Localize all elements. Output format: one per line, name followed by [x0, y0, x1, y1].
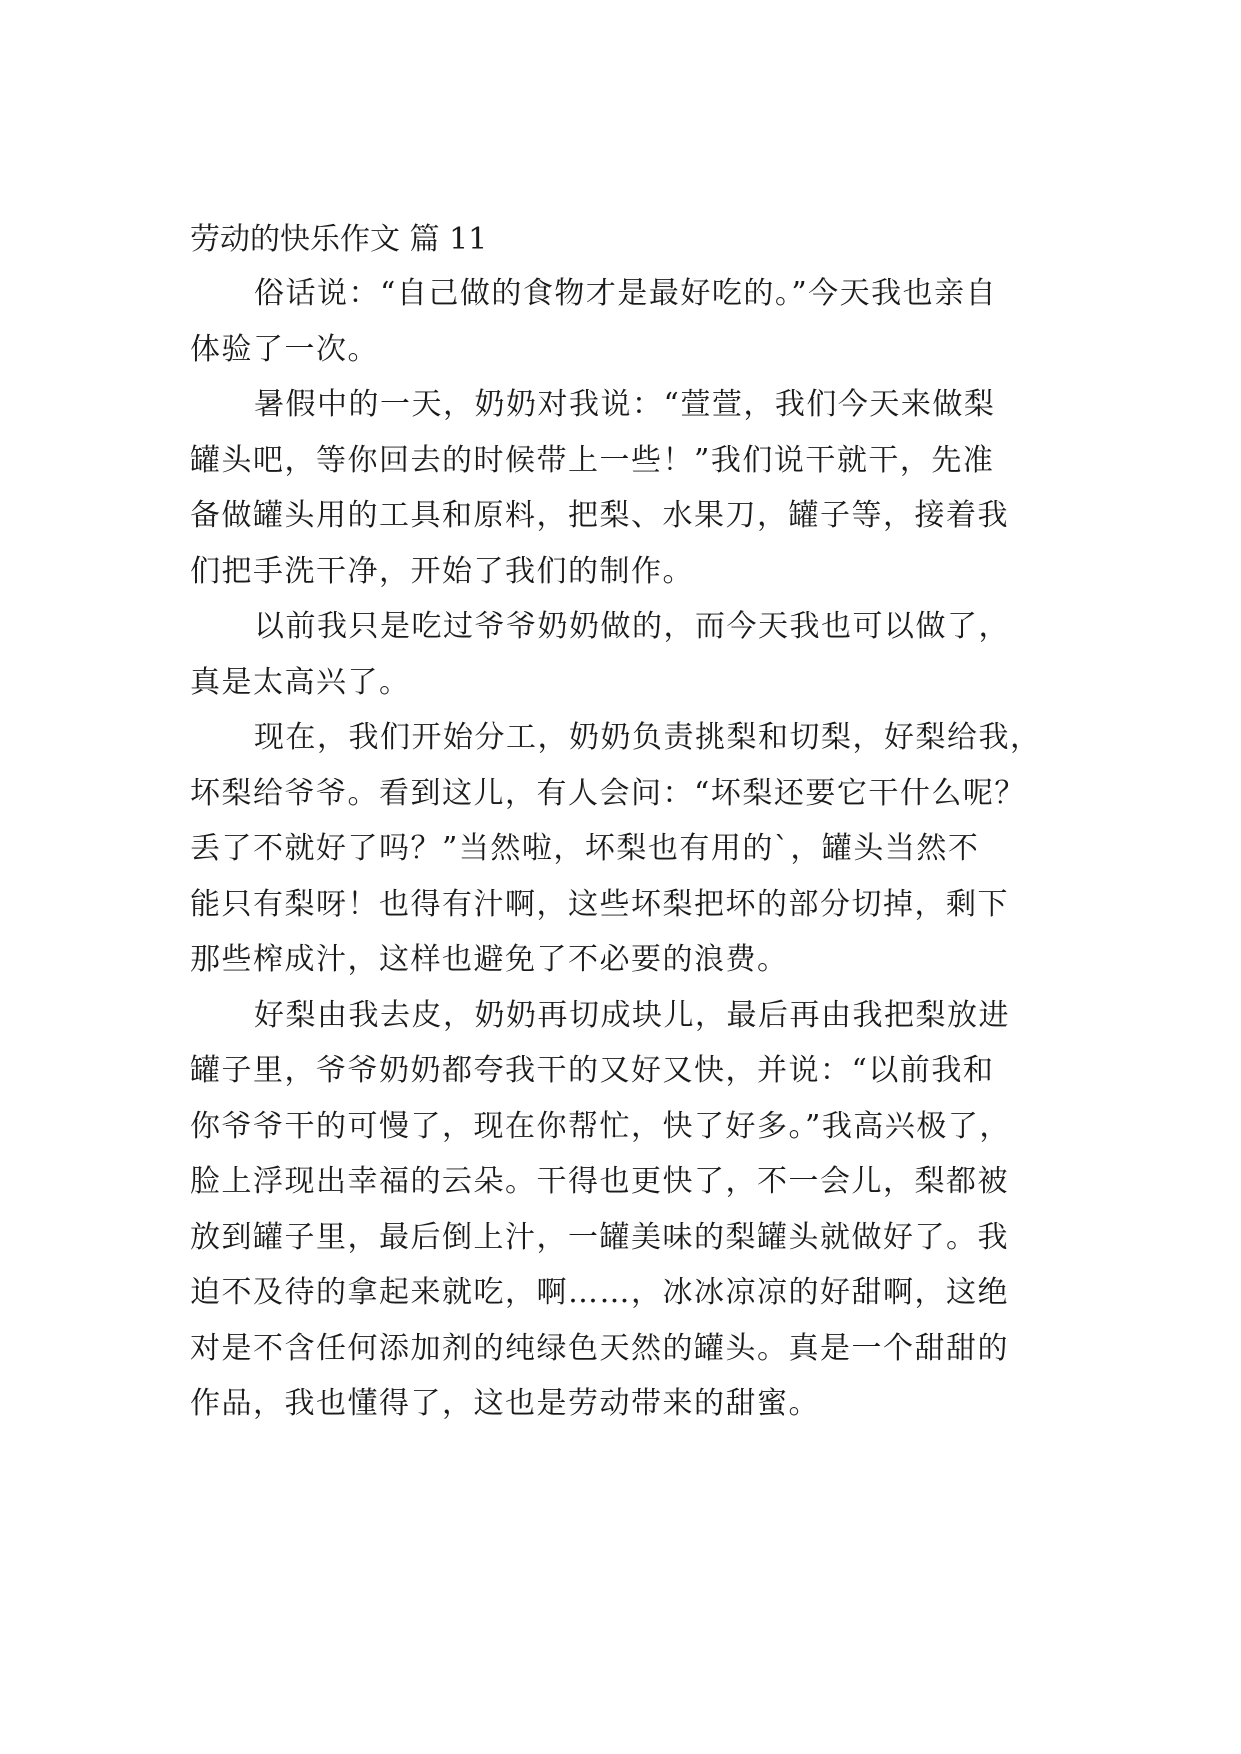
essay-line: 现在，我们开始分工，奶奶负责挑梨和切梨，好梨给我，: [254, 720, 1042, 755]
essay-line: 脸上浮现出幸福的云朵。干得也更快了，不一会儿，梨都被: [190, 1164, 1009, 1199]
essay-line: 对是不含任何添加剂的纯绿色天然的罐头。真是一个甜甜的: [190, 1330, 1009, 1366]
essay-lines: [190, 266, 1052, 1432]
essay-line: 那些榨成汁，这样也避免了不必要的浪费。: [190, 942, 789, 977]
essay-line: 好梨由我去皮，奶奶再切成块儿，最后再由我把梨放进: [254, 997, 1010, 1033]
essay-line: 暑假中的一天，奶奶对我说：“萱萱，我们今天来做梨: [254, 387, 996, 422]
essay-body: [190, 214, 1052, 1432]
essay-line: 俗话说：“自己做的食物才是最好吃的。”今天我也亲自: [254, 276, 998, 311]
essay-line: 丢了不就好了吗？”当然啦，坏梨也有用的`，罐头当然不: [190, 831, 980, 866]
essay-line: 迫不及待的拿起来就吃，啊……，冰冰凉凉的好甜啊，这绝: [190, 1275, 1009, 1310]
essay-line: 坏梨给爷爷。看到这儿，有人会问：“坏梨还要它干什么呢？: [190, 775, 1026, 811]
essay-line: 体验了一次。: [190, 331, 379, 367]
essay-line: 放到罐子里，最后倒上汁，一罐美味的梨罐头就做好了。我: [190, 1219, 1009, 1255]
essay-line: 备做罐头用的工具和原料，把梨、水果刀，罐子等，接着我: [190, 498, 1009, 533]
essay-line: 你爷爷干的可慢了，现在你帮忙，快了好多。”我高兴极了，: [190, 1108, 1011, 1144]
essay-line: 以前我只是吃过爷爷奶奶做的，而今天我也可以做了，: [254, 609, 1010, 644]
essay-title: 劳动的快乐作文 篇 11: [190, 222, 488, 257]
essay-line: 真是太高兴了。: [190, 664, 411, 700]
essay-line: 罐子里，爷爷奶奶都夸我干的又好又快，并说：“以前我和: [190, 1053, 995, 1088]
essay-line: 能只有梨呀！也得有汁啊，这些坏梨把坏的部分切掉，剩下: [190, 886, 1009, 922]
essay-line: 作品，我也懂得了，这也是劳动带来的甜蜜。: [190, 1386, 820, 1421]
essay-line: 们把手洗干净，开始了我们的制作。: [190, 553, 694, 589]
essay-line: 罐头吧，等你回去的时候带上一些！”我们说干就干，先准: [190, 442, 995, 478]
